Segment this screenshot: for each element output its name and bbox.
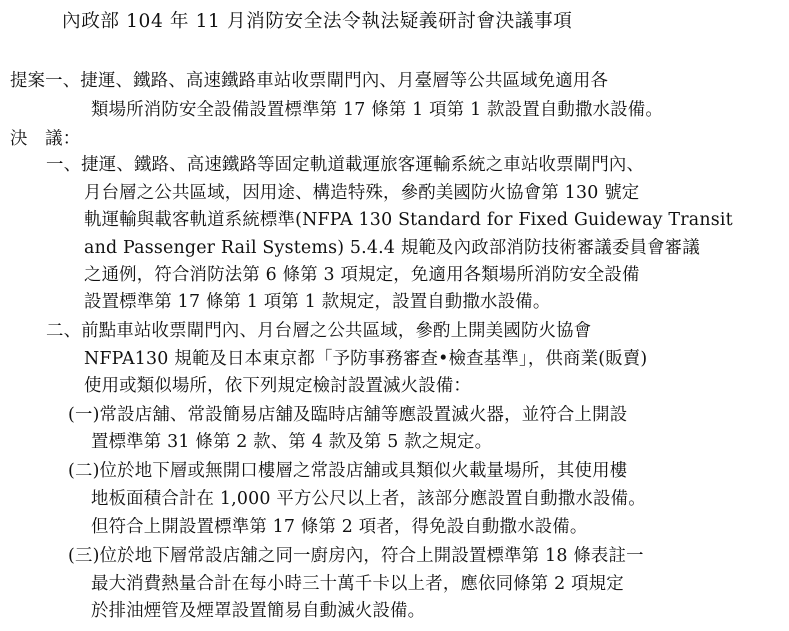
- item1-line-2: 月台層之公共區域，因用途、構造特殊，參酌美國防火協會第 130 號定: [84, 183, 640, 203]
- sub1-line-2: 置標準第 31 條第 2 款、第 4 款及第 5 款之規定。: [91, 432, 493, 452]
- sub2-line-1: (二)位於地下層或無開口樓層之常設店舖或具類似火載量場所，其使用樓: [68, 461, 628, 481]
- document-title: 內政部 104 年 11 月消防安全法令執法疑義研討會決議事項: [62, 11, 573, 32]
- item1-line-3: 軌運輸與載客軌道系統標準(NFPA 130 Standard for Fixed Guideway Transit: [84, 210, 733, 230]
- item1-line-5: 之通例，符合消防法第 6 條第 3 項規定，免適用各類場所消防安全設備: [84, 265, 640, 285]
- sub3-line-3: 於排油煙管及煙罩設置簡易自動滅火設備。: [91, 601, 426, 621]
- item1-line-1: 一、捷運、鐵路、高速鐵路等固定軌道載運旅客運輸系統之車站收票閘門內、: [46, 155, 645, 175]
- sub1-line-1: (一)常設店舖、常設簡易店舖及臨時店舖等應設置滅火器，並符合上開設: [68, 405, 628, 425]
- item1-line-6: 設置標準第 17 條第 1 項第 1 款規定，設置自動撒水設備。: [84, 292, 551, 312]
- sub2-line-3: 但符合上開設置標準第 17 條第 2 項者，得免設自動撒水設備。: [91, 517, 588, 537]
- resolution-label: 決 議：: [10, 129, 81, 149]
- item2-line-3: 使用或類似場所，依下列規定檢討設置滅火設備：: [84, 376, 471, 396]
- sub2-line-2: 地板面積合計在 1,000 平方公尺以上者，該部分應設置自動撒水設備。: [91, 489, 646, 509]
- sub3-line-2: 最大消費熱量合計在每小時三十萬千卡以上者，應依同條第 2 項規定: [91, 574, 624, 594]
- item2-line-2: NFPA130 規範及日本東京都「予防事務審查•檢查基準」，供商業(販賣): [84, 349, 648, 369]
- proposal-line-2: 類場所消防安全設備設置標準第 17 條第 1 項第 1 款設置自動撒水設備。: [91, 100, 663, 120]
- item1-line-4: and Passenger Rail Systems) 5.4.4 規範及內政部消防技術審議委員會審議: [84, 238, 700, 258]
- item2-line-1: 二、前點車站收票閘門內、月台層之公共區域，參酌上開美國防火協會: [46, 321, 592, 341]
- sub3-line-1: (三)位於地下層常設店舖之同一廚房內，符合上開設置標準第 18 條表註一: [68, 546, 644, 566]
- proposal-line-1: 提案一、捷運、鐵路、高速鐵路車站收票閘門內、月臺層等公共區域免適用各: [10, 71, 609, 91]
